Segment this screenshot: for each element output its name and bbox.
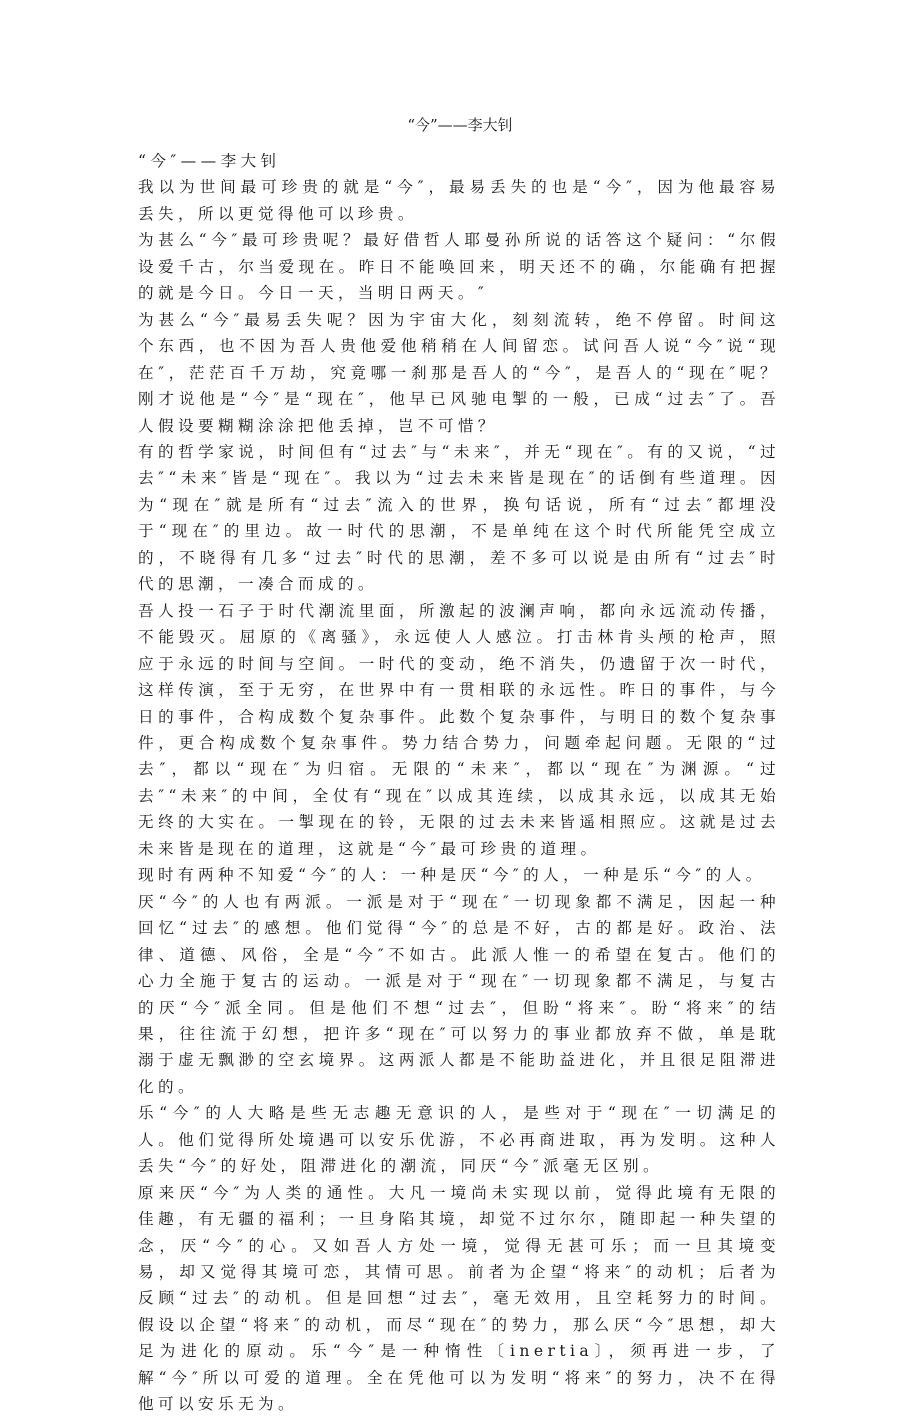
paragraph: 原来厌“今″为人类的通性。大凡一境尚未实现以前，觉得此境有无限的佳趣，有无疆的福利；一旦身陷其境，却觉不过尔尔，随即起一种失望的念，厌“今″的心。又如吾人方处一境，觉得无甚可乐；而一旦其境变易，却又觉得其境可恋，其情可思。前者为企望“将来″的动机；后者为反顾“过去″的动机。但是回想“过去″，毫无效用，且空耗努力的时间。假设以企望“将来″的动机，而尽“现在″的势力，那么厌“今″思想，却大足为进化的原动。乐“今″是一种惰性〔inertia〕，须再进一步，了解“今″所以可爱的道理。全在凭他可以为发明“将来″的努力，决不在得他可以安乐无为。 [138, 1183, 780, 1414]
document-title: “今”——李大钊 [407, 116, 513, 134]
paragraph: 吾人投一石子于时代潮流里面，所激起的波澜声响，都向永远流动传播，不能毁灭。屈原的《离骚》，永远使人人感泣。打击林肯头颅的枪声，照应于永远的时间与空间。一时代的变动，绝不消失，仍遗留于次一时代，这样传演，至于无穷，在世界中有一贯相联的永远性。昨日的事件，与今日的事件，合构成数个复杂事件。此数个复杂事件，与明日的数个复杂事件，更合构成数个复杂事件。势力结合势力，问题牵起问题。无限的“过去″，都以“现在″为归宿。无限的“未来″，都以“现在″为渊源。“过去″“未来″的中间，全仗有“现在″以成其连续，以成其永远，以成其无始无终的大实在。一掣现在的铃，无限的过去未来皆遥相照应。这就是过去未来皆是现在的道理，这就是“今″最可珍贵的道理。 [138, 601, 780, 858]
paragraph: 现时有两种不知爱“今″的人：一种是厌“今″的人，一种是乐“今″的人。 [138, 866, 766, 885]
paragraph: 有的哲学家说，时间但有“过去″与“未来″，并无“现在″。有的又说，“过去″“未来″皆是“现在″。我以为“过去未来皆是现在″的话倒有些道理。因为“现在″就是所有“过去″流入的世界，换句话说，所有“过去″都埋没于“现在″的里边。故一时代的思潮，不是单纯在这个时代所能凭空成立的，不晓得有几多“过去″时代的思潮，差不多可以说是由所有“过去″时代的思潮，一凑合而成的。 [138, 442, 780, 594]
paragraph-subtitle: “今″——李大钊 [138, 152, 281, 170]
paragraph: 为甚么“今″最易丢失呢？因为宇宙大化，刻刻流转，绝不停留。时间这个东西，也不因为吾人贵他爱他稍稍在人间留恋。试问吾人说“今″说“现在″，茫茫百千万劫，究竟哪一刹那是吾人的“今″，是吾人的“现在″呢？刚才说他是“今″是“现在″，他早已风驰电掣的一般，已成“过去″了。吾人假设要糊糊涂涂把他丢掉，岂不可惜？ [138, 310, 780, 435]
paragraph: 为甚么“今″最可珍贵呢？最好借哲人耶曼孙所说的话答这个疑问：“尔假设爱千古，尔当爱现在。昨日不能唤回来，明天还不的确，尔能确有把握的就是今日。今日一天，当明日两天。″ [138, 231, 780, 303]
paragraph: 乐“今″的人大略是些无志趣无意识的人，是些对于“现在″一切满足的人。他们觉得所处境遇可以安乐优游，不必再商进取，再为发明。这种人丢失“今″的好处，阻滞进化的潮流，同厌“今″派毫无区别。 [138, 1104, 780, 1176]
paragraph: 我以为世间最可珍贵的就是“今″，最易丢失的也是“今″，因为他最容易丢失，所以更觉得他可以珍贵。 [138, 178, 780, 223]
paragraph: 厌“今″的人也有两派。一派是对于“现在″一切现象都不满足，因起一种回忆“过去″的感想。他们觉得“今″的总是不好，古的都是好。政治、法律、道德、风俗，全是“今″不如古。此派人惟一的希望在复古。他们的心力全施于复古的运动。一派是对于“现在″一切现象都不满足，与复古的厌“今″派全同。但是他们不想“过去″，但盼“将来″。盼“将来″的结果，往往流于幻想，把许多“现在″可以努力的事业都放弃不做，单是耽溺于虚无飘渺的空玄境界。这两派人都是不能助益进化，并且很足阻滞进化的。 [138, 892, 780, 1096]
document-body [138, 148, 780, 1418]
